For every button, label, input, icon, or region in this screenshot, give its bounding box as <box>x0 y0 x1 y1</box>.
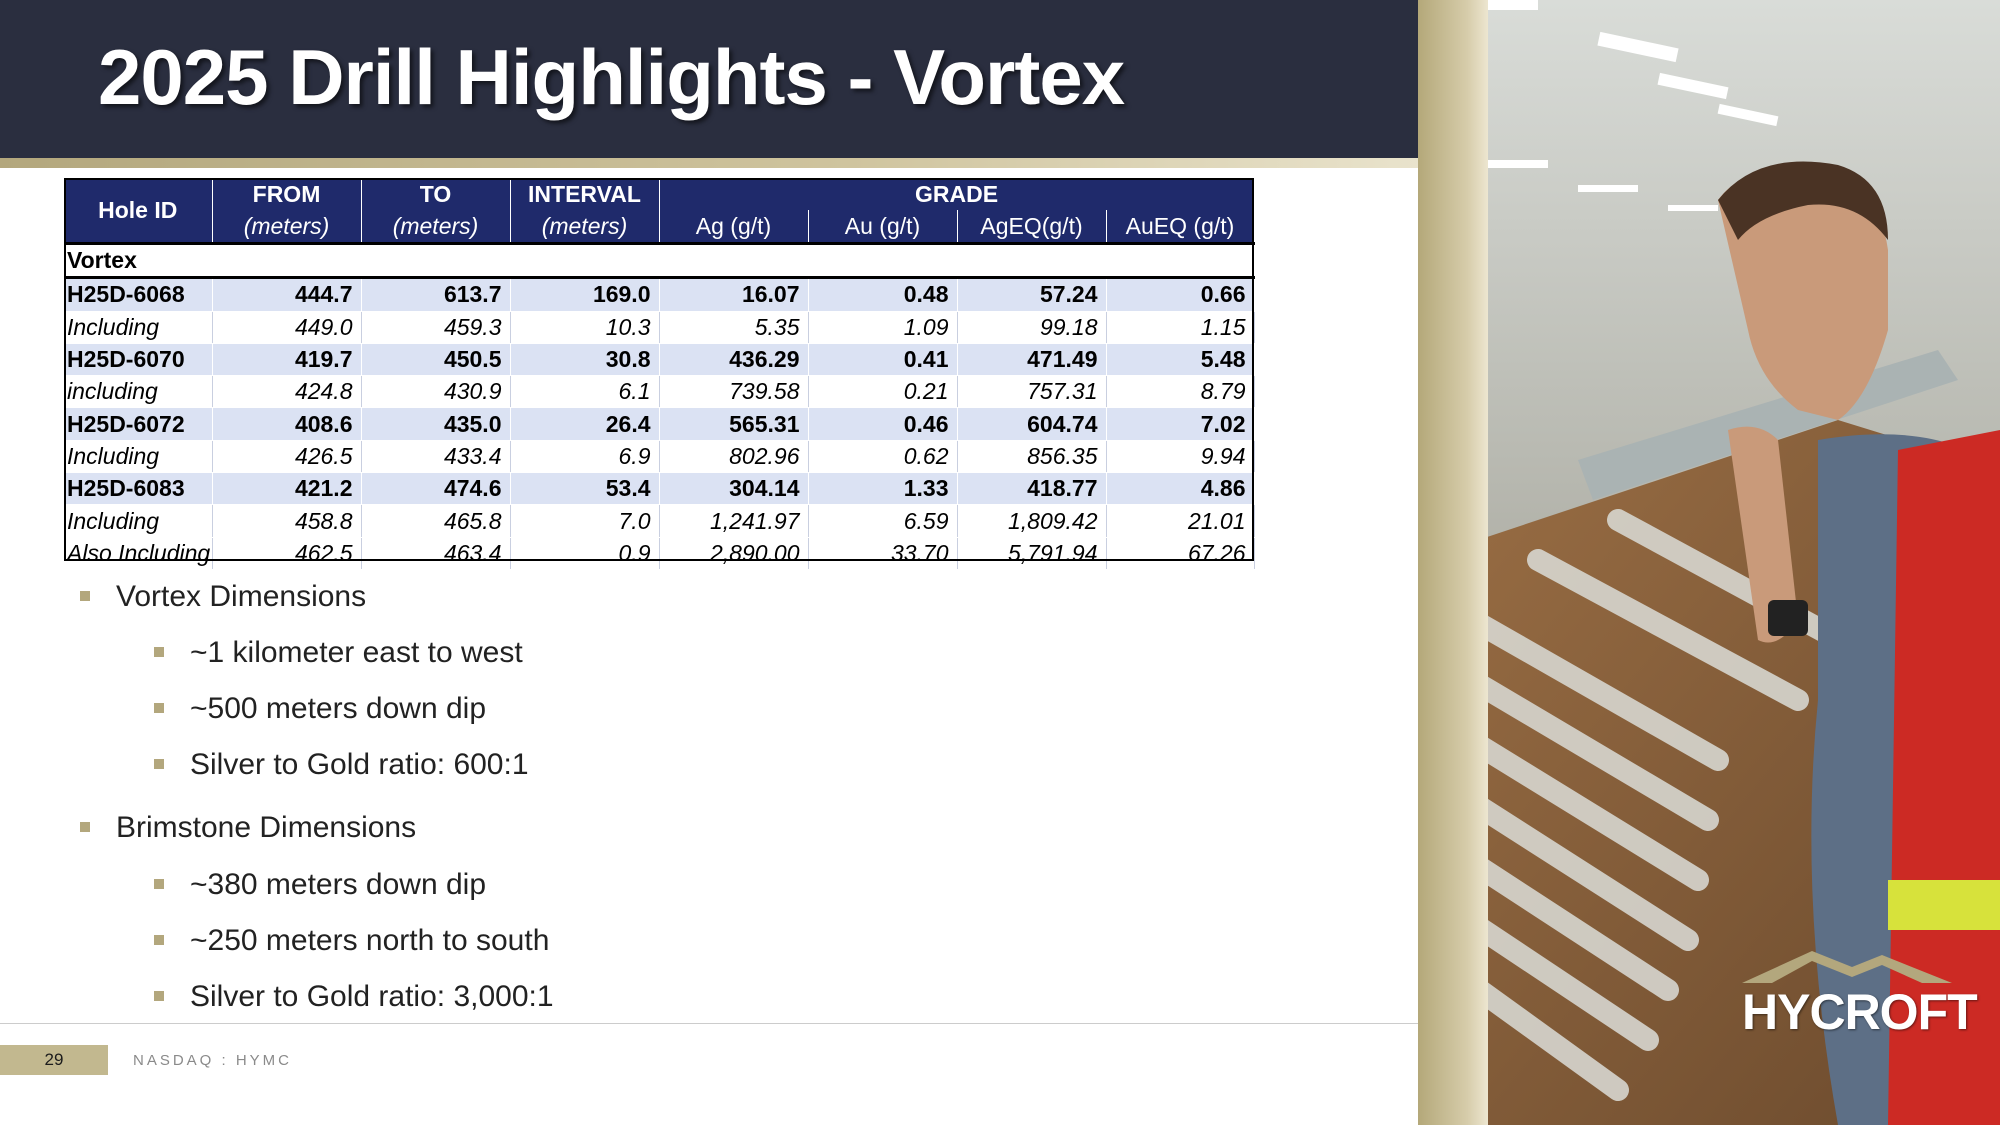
footer-divider <box>0 1023 1418 1024</box>
header-aueq: AuEQ (g/t) <box>1106 210 1254 244</box>
cell-aueq: 8.79 <box>1106 376 1254 408</box>
mountain-logo-icon <box>1742 945 1952 985</box>
cell-ag: 436.29 <box>659 343 808 375</box>
cell-to: 463.4 <box>361 537 510 569</box>
cell-ageq: 418.77 <box>957 473 1106 505</box>
title-banner <box>0 0 1418 158</box>
cell-aueq: 4.86 <box>1106 473 1254 505</box>
bullet-text: ~250 meters north to south <box>190 924 550 957</box>
cell-ageq: 57.24 <box>957 278 1106 311</box>
cell-au: 6.59 <box>808 505 957 537</box>
header-ag: Ag (g/t) <box>659 210 808 244</box>
cell-ageq: 604.74 <box>957 408 1106 440</box>
gold-divider <box>1418 0 1488 1125</box>
cell-id: Including <box>64 311 212 343</box>
table-subheader-row <box>64 210 1254 244</box>
cell-aueq: 7.02 <box>1106 408 1254 440</box>
cell-from: 449.0 <box>212 311 361 343</box>
bullet-text: Silver to Gold ratio: 600:1 <box>190 748 529 781</box>
cell-to: 465.8 <box>361 505 510 537</box>
bullet-square-icon <box>154 879 164 889</box>
hycroft-logo <box>1742 983 1977 1041</box>
cell-interval: 0.9 <box>510 537 659 569</box>
cell-au: 0.41 <box>808 343 957 375</box>
cell-id: Also Including <box>64 537 212 569</box>
bullet-square-icon <box>154 703 164 713</box>
drill-results-table <box>64 178 1255 570</box>
table-row <box>64 440 1254 472</box>
cell-ageq: 471.49 <box>957 343 1106 375</box>
cell-interval: 10.3 <box>510 311 659 343</box>
cell-to: 459.3 <box>361 311 510 343</box>
page-number: 29 <box>0 1045 108 1075</box>
cell-from: 408.6 <box>212 408 361 440</box>
bullet-square-icon <box>80 591 90 601</box>
cell-aueq: 21.01 <box>1106 505 1254 537</box>
cell-interval: 169.0 <box>510 278 659 311</box>
bullet-text: Vortex Dimensions <box>116 580 367 613</box>
cell-au: 0.46 <box>808 408 957 440</box>
cell-from: 424.8 <box>212 376 361 408</box>
bullet-square-icon <box>80 822 90 832</box>
cell-to: 435.0 <box>361 408 510 440</box>
cell-ag: 16.07 <box>659 278 808 311</box>
cell-id: including <box>64 376 212 408</box>
cell-ag: 565.31 <box>659 408 808 440</box>
section-row <box>64 244 1254 278</box>
cell-aueq: 1.15 <box>1106 311 1254 343</box>
table-row <box>64 278 1254 311</box>
cell-from: 444.7 <box>212 278 361 311</box>
cell-to: 474.6 <box>361 473 510 505</box>
cell-au: 1.09 <box>808 311 957 343</box>
cell-id: Including <box>64 440 212 472</box>
bullet-square-icon <box>154 647 164 657</box>
cell-ag: 2,890.00 <box>659 537 808 569</box>
header-to: TO <box>361 178 510 210</box>
cell-interval: 6.9 <box>510 440 659 472</box>
cell-interval: 30.8 <box>510 343 659 375</box>
table-header-row <box>64 178 1254 210</box>
header-from: FROM <box>212 178 361 210</box>
cell-ageq: 5,791.94 <box>957 537 1106 569</box>
cell-ag: 1,241.97 <box>659 505 808 537</box>
unit-from: (meters) <box>212 210 361 244</box>
cell-id: H25D-6070 <box>64 343 212 375</box>
header-grade: GRADE <box>659 178 1254 210</box>
slide-title: 2025 Drill Highlights - Vortex <box>98 33 1125 121</box>
cell-from: 462.5 <box>212 537 361 569</box>
cell-from: 458.8 <box>212 505 361 537</box>
bullet-text: ~1 kilometer east to west <box>190 636 523 669</box>
section-label: Vortex <box>64 244 1254 278</box>
cell-aueq: 5.48 <box>1106 343 1254 375</box>
header-au: Au (g/t) <box>808 210 957 244</box>
cell-au: 1.33 <box>808 473 957 505</box>
cell-ageq: 99.18 <box>957 311 1106 343</box>
title-underline <box>0 158 1418 168</box>
cell-ag: 802.96 <box>659 440 808 472</box>
header-ageq: AgEQ(g/t) <box>957 210 1106 244</box>
cell-to: 433.4 <box>361 440 510 472</box>
cell-to: 450.5 <box>361 343 510 375</box>
bullet-text: Brimstone Dimensions <box>116 811 417 844</box>
cell-ageq: 856.35 <box>957 440 1106 472</box>
table-row <box>64 376 1254 408</box>
cell-from: 419.7 <box>212 343 361 375</box>
header-hole-id: Hole ID <box>64 178 212 244</box>
cell-au: 0.48 <box>808 278 957 311</box>
cell-au: 0.21 <box>808 376 957 408</box>
table-row <box>64 311 1254 343</box>
table-row <box>64 505 1254 537</box>
unit-to: (meters) <box>361 210 510 244</box>
cell-au: 33.70 <box>808 537 957 569</box>
cell-ageq: 757.31 <box>957 376 1106 408</box>
cell-id: Including <box>64 505 212 537</box>
bullet-square-icon <box>154 935 164 945</box>
cell-id: H25D-6072 <box>64 408 212 440</box>
cell-interval: 26.4 <box>510 408 659 440</box>
cell-aueq: 67.26 <box>1106 537 1254 569</box>
cell-id: H25D-6083 <box>64 473 212 505</box>
cell-to: 613.7 <box>361 278 510 311</box>
cell-ag: 5.35 <box>659 311 808 343</box>
table-row <box>64 473 1254 505</box>
cell-from: 426.5 <box>212 440 361 472</box>
cell-interval: 7.0 <box>510 505 659 537</box>
table-row <box>64 343 1254 375</box>
cell-from: 421.2 <box>212 473 361 505</box>
cell-interval: 53.4 <box>510 473 659 505</box>
cell-ag: 739.58 <box>659 376 808 408</box>
bullet-square-icon <box>154 759 164 769</box>
header-interval: INTERVAL <box>510 178 659 210</box>
table-row <box>64 408 1254 440</box>
unit-interval: (meters) <box>510 210 659 244</box>
ticker-symbol: NASDAQ : HYMC <box>133 1052 293 1069</box>
cell-aueq: 0.66 <box>1106 278 1254 311</box>
logo-text: HYCROFT <box>1742 984 1977 1040</box>
cell-id: H25D-6068 <box>64 278 212 311</box>
cell-ageq: 1,809.42 <box>957 505 1106 537</box>
bullet-square-icon <box>154 991 164 1001</box>
bullet-text: ~380 meters down dip <box>190 868 487 901</box>
cell-ag: 304.14 <box>659 473 808 505</box>
table-row <box>64 537 1254 569</box>
cell-aueq: 9.94 <box>1106 440 1254 472</box>
bullet-text: ~500 meters down dip <box>190 692 487 725</box>
cell-interval: 6.1 <box>510 376 659 408</box>
cell-au: 0.62 <box>808 440 957 472</box>
cell-to: 430.9 <box>361 376 510 408</box>
bullet-text: Silver to Gold ratio: 3,000:1 <box>190 980 554 1013</box>
